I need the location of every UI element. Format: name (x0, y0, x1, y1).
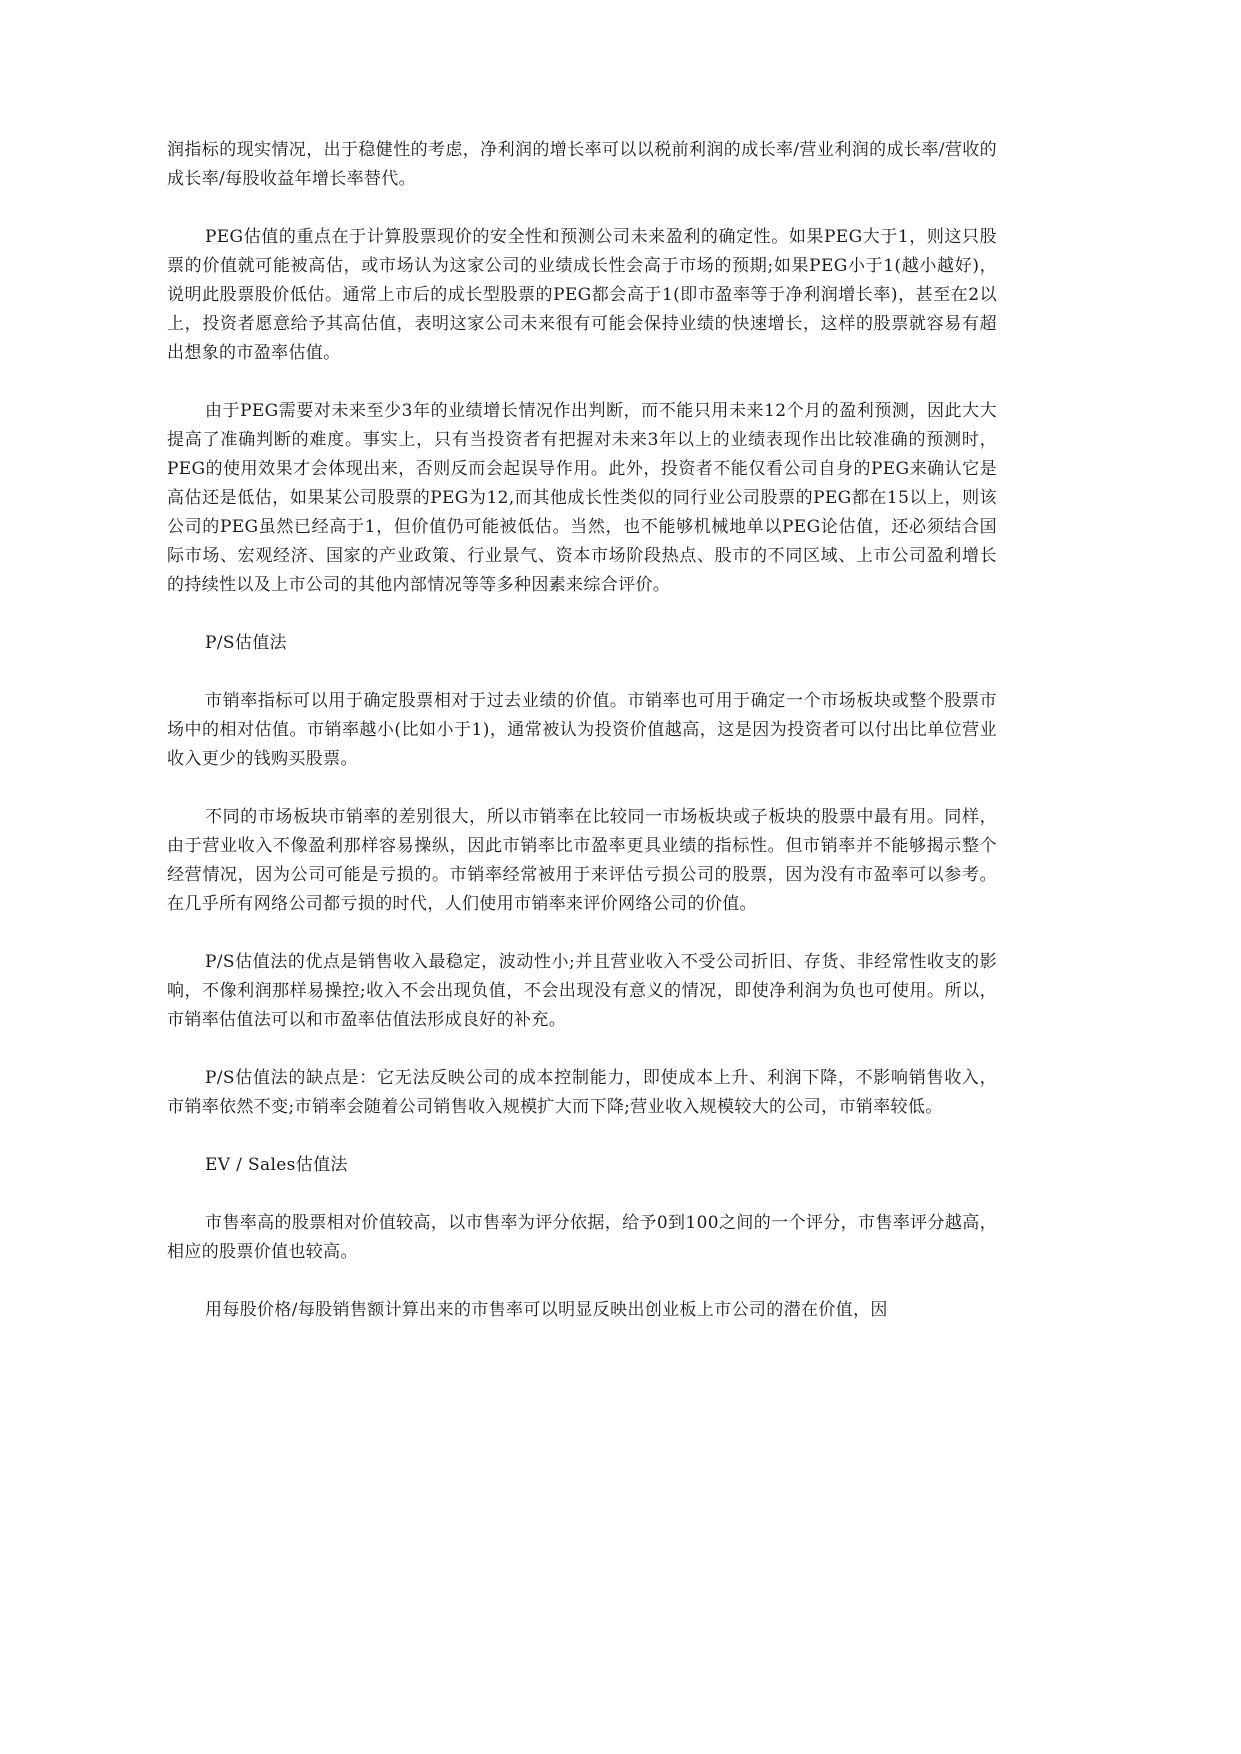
document-body (167, 136, 997, 1325)
paragraph-peg-growth-rate: 润指标的现实情况，出于稳健性的考虑，净利润的增长率可以以税前利润的成长率/营业利润的成长率/营收的成长率/每股收益年增长率替代。 (167, 140, 997, 189)
paragraph-ps-advantages: P/S估值法的优点是销售收入最稳定，波动性小;并且营业收入不受公司折旧、存货、非经常性收支的影响，不像利润那样易操控;收入不会出现负值，不会出现没有意义的情况，即使净利润为负也可使用。所以，市销率估值法可以和市盈率估值法形成良好的补充。 (167, 952, 997, 1030)
paragraph-ps-definition: 市销率指标可以用于确定股票相对于过去业绩的价值。市销率也可用于确定一个市场板块或整个股票市场中的相对估值。市销率越小(比如小于1)，通常被认为投资价值越高，这是因为投资者可以付出比单位营业收入更少的钱购买股票。 (167, 691, 997, 769)
paragraph-ev-sales-scoring: 市售率高的股票相对价值较高，以市售率为评分依据，给予0到100之间的一个评分，市售率评分越高，相应的股票价值也较高。 (167, 1213, 997, 1262)
paragraph-ps-sectors: 不同的市场板块市销率的差别很大，所以市销率在比较同一市场板块或子板块的股票中最有用。同样，由于营业收入不像盈利那样容易操纵，因此市销率比市盈率更具业绩的指标性。但市销率并不能够揭示整个经营情况，因为公司可能是亏损的。市销率经常被用于来评估亏损公司的股票，因为没有市盈率可以参考。在几乎所有网络公司都亏损的时代，人们使用市销率来评价网络公司的价值。 (167, 807, 997, 914)
paragraph-ev-sales-calculation: 用每股价格/每股销售额计算出来的市售率可以明显反映出创业板上市公司的潜在价值，因 (205, 1300, 888, 1320)
heading-ps-valuation: P/S估值法 (205, 633, 287, 653)
paragraph-peg-valuation: PEG估值的重点在于计算股票现价的安全性和预测公司未来盈利的确定性。如果PEG大于1，则这只股票的价值就可能被高估，或市场认为这家公司的业绩成长性会高于市场的预期;如果PEG小于1(越小越好)，说明此股票股价低估。通常上市后的成长型股票的PEG都会高于1(即市盈率等于净利润增长率)，甚至在2以上，投资者愿意给予其高估值，表明这家公司未来很有可能会保持业绩的快速增长，这样的股票就容易有超出想象的市盈率估值。 (167, 227, 997, 363)
heading-ev-sales-valuation: EV / Sales估值法 (205, 1155, 348, 1175)
paragraph-peg-limitations: 由于PEG需要对未来至少3年的业绩增长情况作出判断，而不能只用未来12个月的盈利预测，因此大大提高了准确判断的难度。事实上，只有当投资者有把握对未来3年以上的业绩表现作出比较准确的预测时，PEG的使用效果才会体现出来，否则反而会起误导作用。此外，投资者不能仅看公司自身的PEG来确认它是高估还是低估，如果某公司股票的PEG为12,而其他成长性类似的同行业公司股票的PEG都在15以上，则该公司的PEG虽然已经高于1，但价值仍可能被低估。当然，也不能够机械地单以PEG论估值，还必须结合国际市场、宏观经济、国家的产业政策、行业景气、资本市场阶段热点、股市的不同区域、上市公司盈利增长的持续性以及上市公司的其他内部情况等等多种因素来综合评价。 (167, 401, 997, 595)
paragraph-ps-disadvantages: P/S估值法的缺点是：它无法反映公司的成本控制能力，即使成本上升、利润下降，不影响销售收入，市销率依然不变;市销率会随着公司销售收入规模扩大而下降;营业收入规模较大的公司，市销率较低。 (167, 1068, 997, 1117)
